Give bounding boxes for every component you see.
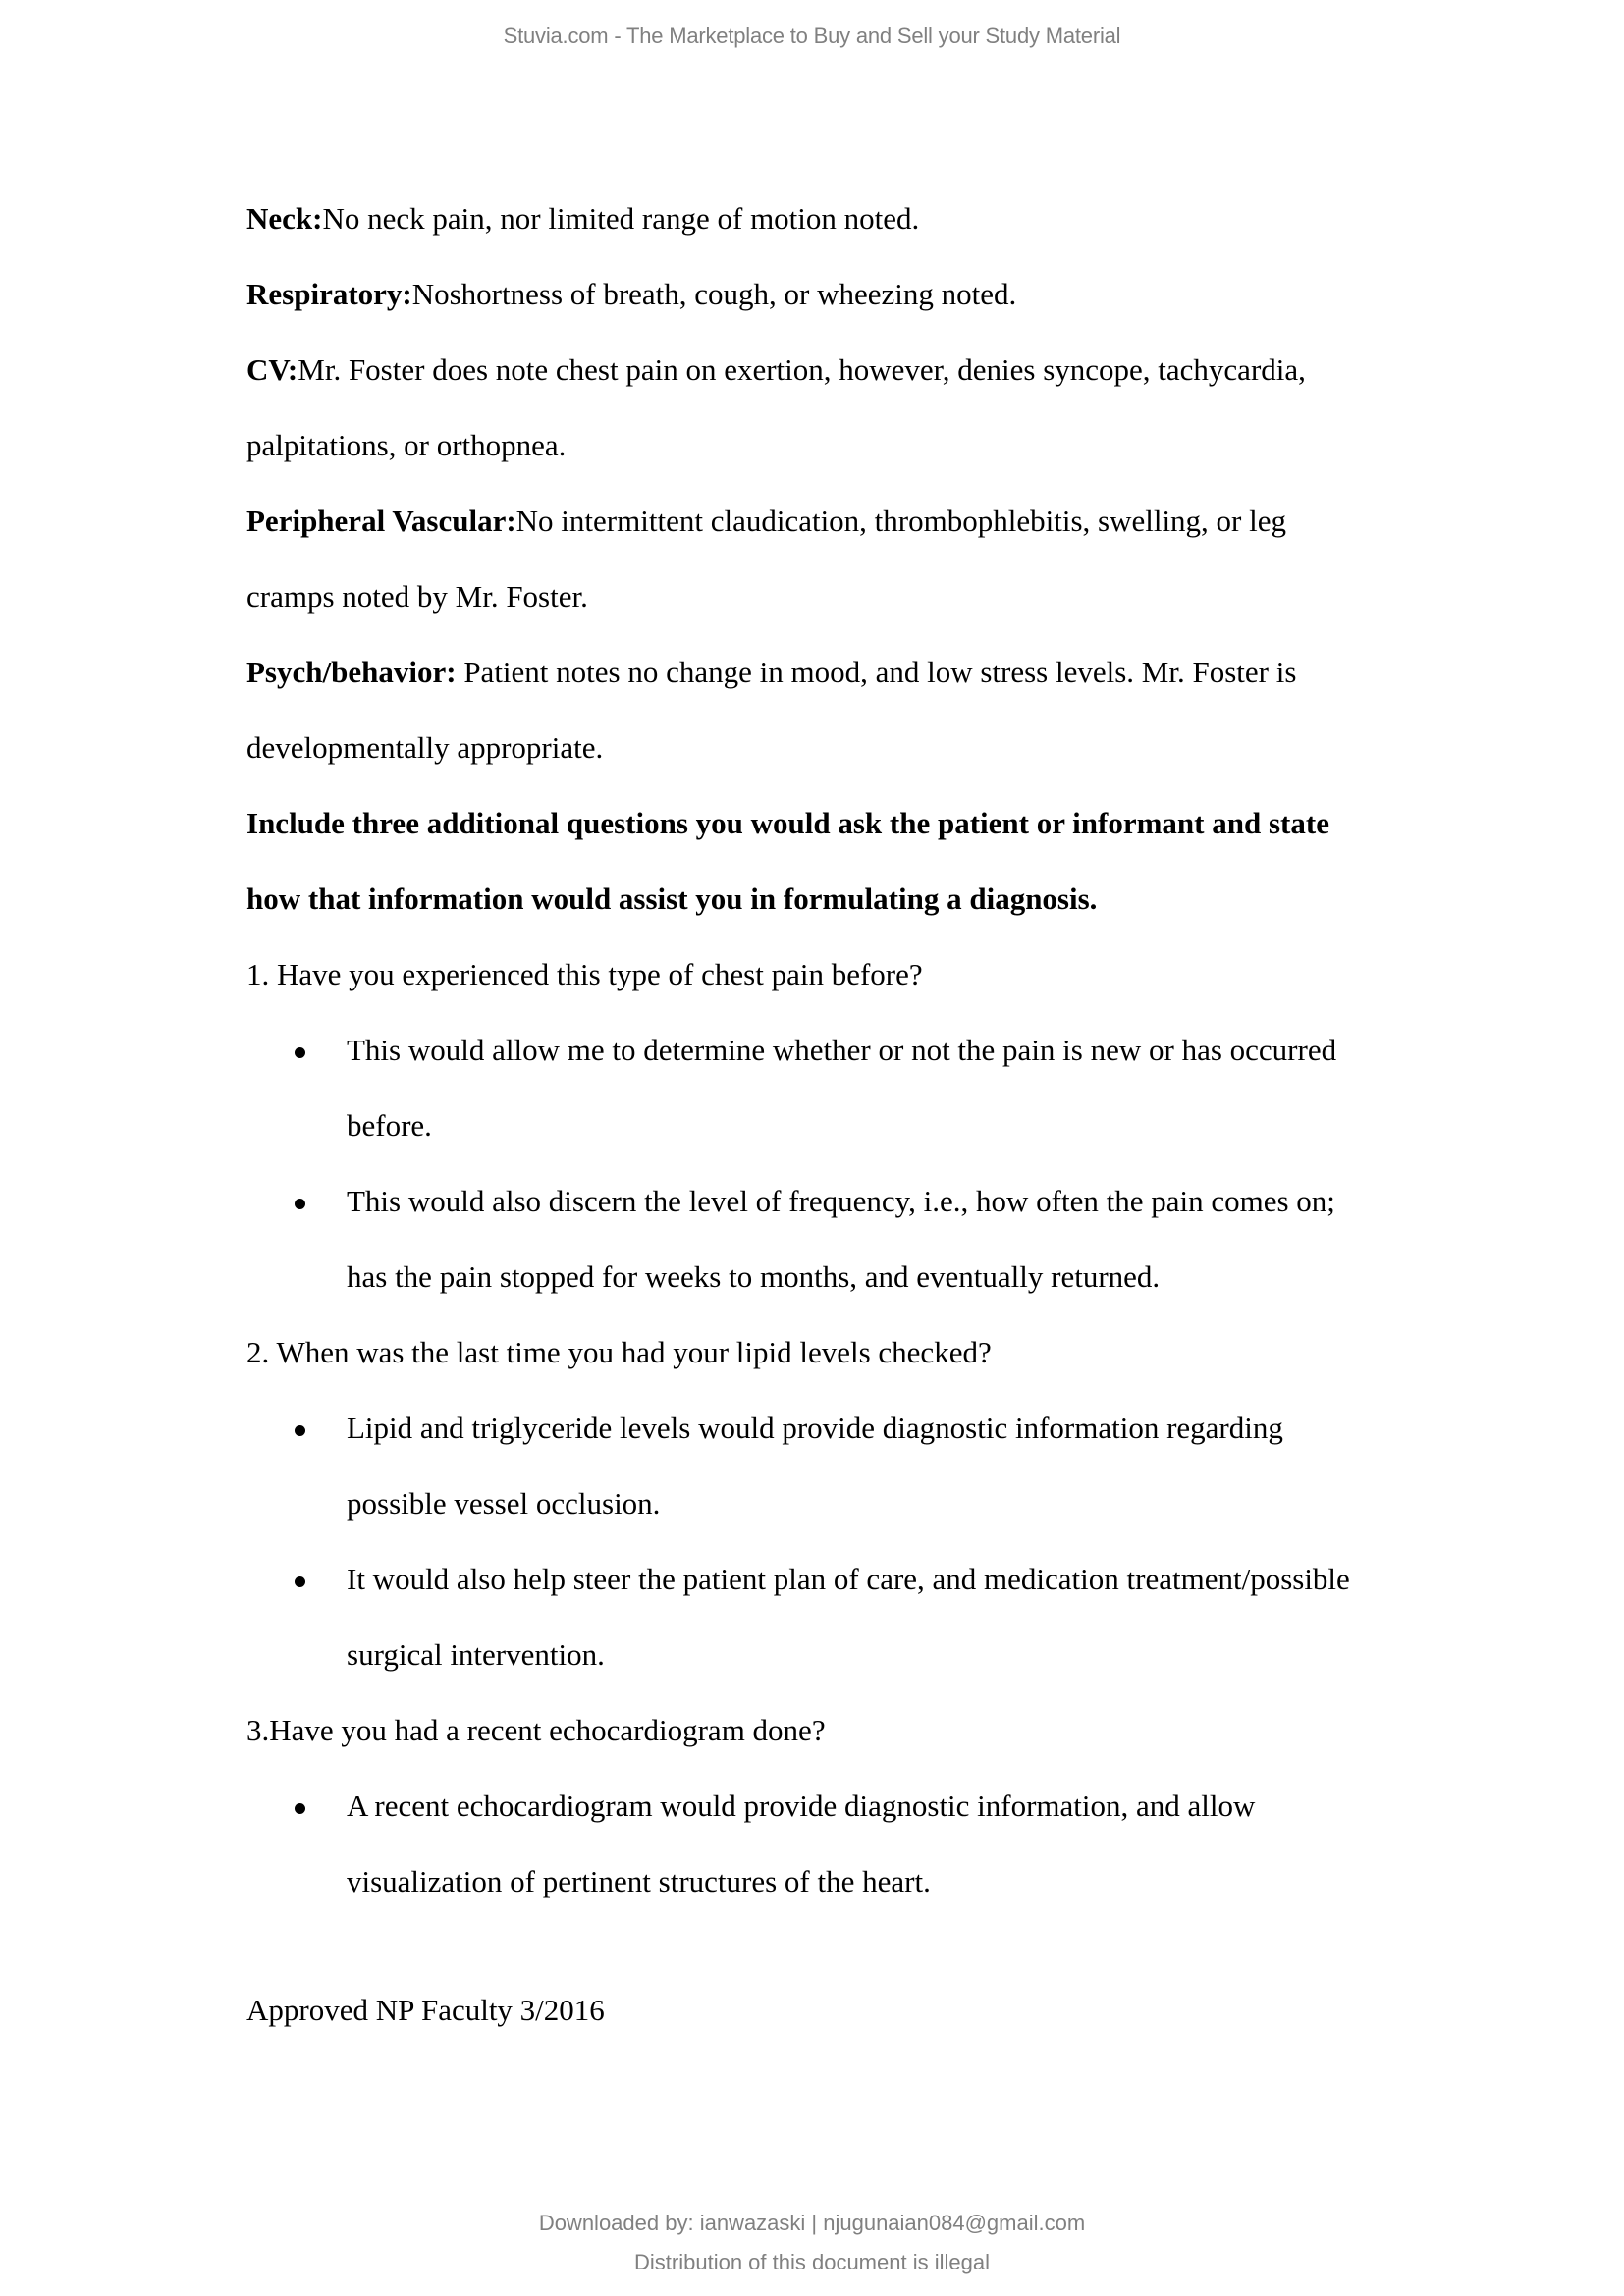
ros-text: No intermittent claudication, thrombophlebitis, swelling, or leg <box>515 504 1286 538</box>
ros-text: Mr. Foster does note chest pain on exertion, however, denies syncope, tachycardia, <box>298 352 1306 387</box>
ros-text: No neck pain, nor limited range of motion noted. <box>322 201 920 236</box>
question-3-bullet-1-continued: visualization of pertinent structures of the heart. <box>347 1864 931 1898</box>
ros-peripheral-vascular-continued: cramps noted by Mr. Foster. <box>246 579 588 614</box>
question-2-bullet-2-continued: surgical intervention. <box>347 1637 605 1672</box>
question-1: 1. Have you experienced this type of chest pain before? <box>246 957 923 991</box>
bullet-icon <box>295 1425 305 1436</box>
bullet-icon <box>295 1803 305 1814</box>
question-3-bullet-1: A recent echocardiogram would provide diagnostic information, and allow <box>347 1789 1256 1823</box>
ros-cv-continued: palpitations, or orthopnea. <box>246 428 567 462</box>
ros-respiratory <box>246 277 1016 312</box>
ros-neck <box>246 201 919 237</box>
question-2-bullet-1-continued: possible vessel occlusion. <box>347 1486 661 1521</box>
ros-label: Peripheral Vascular: <box>246 504 516 538</box>
prompt-line-1: Include three additional questions you would ask the patient or informant and state <box>246 806 1329 840</box>
ros-label: Respiratory: <box>246 277 412 311</box>
prompt-line-2: how that information would assist you in formulating a diagnosis. <box>246 881 1098 916</box>
question-1-bullet-2: This would also discern the level of frequency, i.e., how often the pain comes on; <box>347 1184 1335 1218</box>
question-1-bullet-1-continued: before. <box>347 1108 432 1143</box>
ros-psych-behavior <box>246 655 1296 690</box>
question-1-bullet-2-continued: has the pain stopped for weeks to months, and eventually returned. <box>347 1259 1161 1294</box>
ros-psych-behavior-continued: developmentally appropriate. <box>246 730 604 765</box>
approval-note: Approved NP Faculty 3/2016 <box>246 1993 605 2027</box>
ros-label: CV: <box>246 352 298 387</box>
ros-text: Noshortness of breath, cough, or wheezing noted. <box>411 277 1017 311</box>
question-1-bullet-1: This would allow me to determine whether or not the pain is new or has occurred <box>347 1033 1337 1067</box>
ros-cv <box>246 352 1306 388</box>
bullet-icon <box>295 1199 305 1209</box>
ros-label: Psych/behavior: <box>246 655 457 689</box>
question-2: 2. When was the last time you had your lipid levels checked? <box>246 1335 992 1369</box>
question-2-bullet-1: Lipid and triglyceride levels would provide diagnostic information regarding <box>347 1411 1283 1445</box>
ros-peripheral-vascular <box>246 504 1286 539</box>
distribution-notice: Distribution of this document is illegal <box>634 2250 990 2274</box>
ros-text: Patient notes no change in mood, and low stress levels. Mr. Foster is <box>456 655 1297 689</box>
download-info: Downloaded by: ianwazaski | njugunaian084@gmail.com <box>538 2211 1086 2235</box>
bullet-icon <box>295 1047 305 1058</box>
watermark-header: Stuvia.com - The Marketplace to Buy and Sell your Study Material <box>503 24 1121 48</box>
question-3: 3.Have you had a recent echocardiogram done? <box>246 1713 826 1747</box>
bullet-icon <box>295 1576 305 1587</box>
question-2-bullet-2: It would also help steer the patient plan of care, and medication treatment/possible <box>347 1562 1350 1596</box>
ros-label: Neck: <box>246 201 323 236</box>
